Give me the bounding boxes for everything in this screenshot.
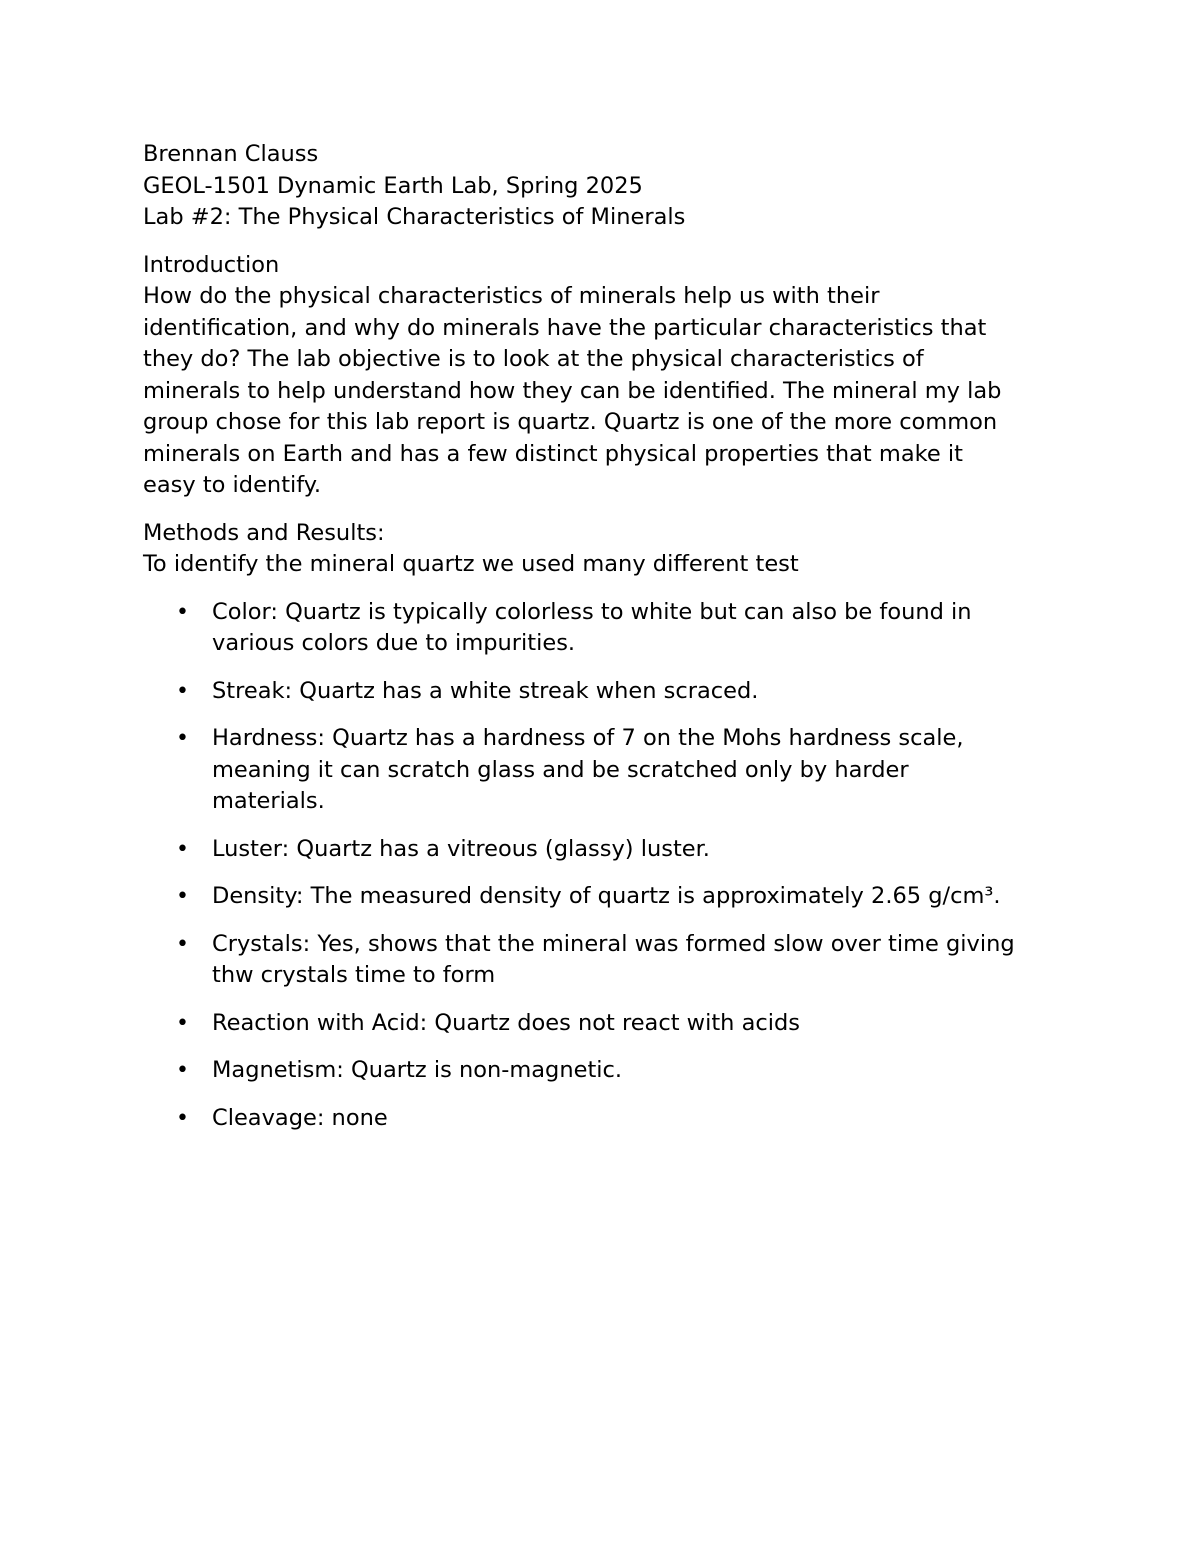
introduction-line: easy to identify. — [143, 472, 322, 498]
list-item-text: Color: Quartz is typically colorless to white but can also be found in — [212, 598, 972, 625]
bullet-icon: • — [176, 931, 189, 957]
introduction-line: they do? The lab objective is to look at the physical characteristics of — [143, 346, 924, 372]
introduction-heading: Introduction — [143, 251, 280, 278]
list-item-text: Streak: Quartz has a white streak when scraced. — [212, 677, 759, 704]
list-item-text: thw crystals time to form — [212, 962, 496, 988]
list-item-text: Cleavage: none — [212, 1104, 388, 1131]
methods-heading: Methods and Results: — [143, 519, 385, 546]
list-item-text: Crystals: Yes, shows that the mineral was formed slow over time giving — [212, 930, 1015, 957]
document-page — [143, 139, 1063, 1150]
introduction-paragraph — [143, 281, 1063, 502]
list-item-text: Luster: Quartz has a vitreous (glassy) luster. — [212, 835, 710, 862]
introduction-line: identification, and why do minerals have the particular characteristics that — [143, 314, 987, 341]
list-item-text: various colors due to impurities. — [212, 630, 576, 656]
list-item-text: meaning it can scratch glass and be scratched only by harder — [212, 756, 909, 783]
methods-intro: To identify the mineral quartz we used many different test — [143, 551, 799, 577]
course-title: GEOL-1501 Dynamic Earth Lab, Spring 2025 — [143, 172, 643, 199]
list-item-text: Magnetism: Quartz is non-magnetic. — [212, 1057, 623, 1083]
bullet-icon: • — [176, 1105, 189, 1131]
bullet-icon: • — [176, 726, 189, 751]
bullet-icon: • — [176, 1058, 189, 1083]
list-item — [143, 1103, 1063, 1135]
lab-title: Lab #2: The Physical Characteristics of Minerals — [143, 204, 686, 230]
spacer — [143, 502, 1063, 518]
author-name: Brennan Clauss — [143, 141, 319, 167]
list-item — [143, 676, 1063, 708]
list-item-text: materials. — [212, 788, 325, 814]
list-item — [143, 1055, 1063, 1087]
bullet-icon: • — [176, 1010, 189, 1036]
list-item — [143, 834, 1063, 866]
list-item-text: Density: The measured density of quartz is approximately 2.65 g/cm³. — [212, 883, 1001, 909]
list-item — [143, 597, 1063, 660]
list-item — [143, 881, 1063, 913]
bullet-icon: • — [176, 836, 189, 862]
list-item-text: Reaction with Acid: Quartz does not react with acids — [212, 1009, 800, 1036]
bullet-icon: • — [176, 599, 189, 625]
introduction-line: group chose for this lab report is quartz. Quartz is one of the more common — [143, 409, 998, 435]
introduction-line: minerals on Earth and has a few distinct physical properties that make it — [143, 440, 963, 467]
list-item — [143, 1008, 1063, 1040]
bullet-icon: • — [176, 884, 189, 909]
bullet-icon: • — [176, 678, 189, 704]
introduction-line: How do the physical characteristics of minerals help us with their — [143, 283, 880, 309]
list-item — [143, 929, 1063, 992]
introduction-line: minerals to help understand how they can be identified. The mineral my lab — [143, 377, 1002, 404]
results-list — [143, 597, 1063, 1135]
spacer — [143, 234, 1063, 250]
list-item-text: Hardness: Quartz has a hardness of 7 on the Mohs hardness scale, — [212, 725, 964, 751]
list-item — [143, 723, 1063, 818]
